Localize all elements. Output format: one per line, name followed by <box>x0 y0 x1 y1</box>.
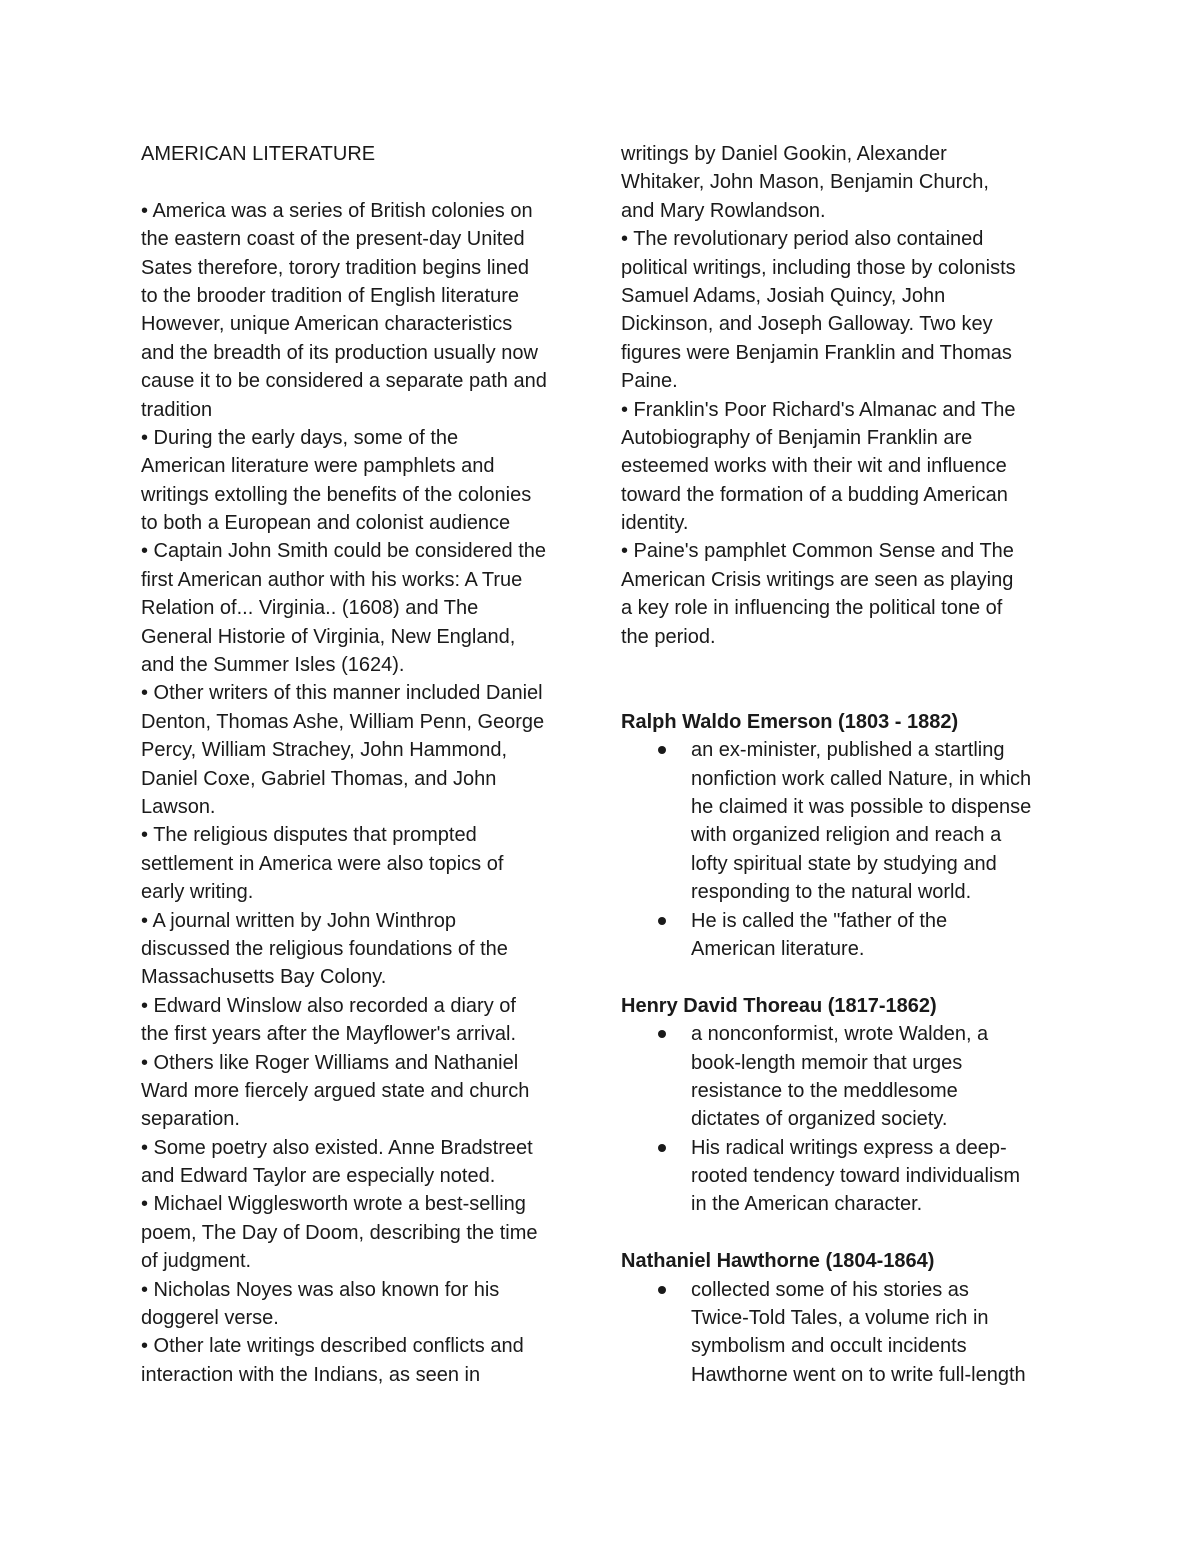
bullet-icon <box>658 1030 666 1038</box>
text-line: and Edward Taylor are especially noted. <box>141 1165 496 1188</box>
text-line: Whitaker, John Mason, Benjamin Church, <box>621 171 989 194</box>
text-line: Sates therefore, torory tradition begins lined <box>141 256 529 279</box>
bullet-icon <box>658 1286 666 1294</box>
bullet-icon <box>658 917 666 925</box>
spacer <box>621 679 1066 707</box>
text-line: early writing. <box>141 881 254 904</box>
text-line: Massachusetts Bay Colony. <box>141 966 387 989</box>
text-line: collected some of his stories as <box>691 1278 969 1301</box>
text-line: resistance to the meddlesome <box>691 1079 958 1102</box>
section-heading: Ralph Waldo Emerson (1803 - 1882) <box>621 710 959 733</box>
text-line: and the breadth of its production usually now <box>141 341 538 364</box>
text-line: Relation of... Virginia.. (1608) and The <box>141 597 479 620</box>
text-line: an ex-minister, published a startling <box>691 739 1005 762</box>
text-line: Dickinson, and Joseph Galloway. Two key <box>621 313 993 336</box>
text-line: a nonconformist, wrote Walden, a <box>691 1023 989 1046</box>
text-line: of judgment. <box>141 1250 252 1273</box>
text-line: poem, The Day of Doom, describing the time <box>141 1221 538 1244</box>
text-line: symbolism and occult incidents <box>691 1335 967 1358</box>
text-line: writings extolling the benefits of the colonies <box>141 483 532 506</box>
bullet-item <box>621 736 1066 906</box>
text-line: separation. <box>141 1108 240 1131</box>
text-line: he claimed it was possible to dispense <box>691 795 1032 818</box>
text-line: to the brooder tradition of English literature <box>141 284 519 307</box>
text-line: Lawson. <box>141 795 216 818</box>
text-line: • The revolutionary period also contained <box>621 228 984 251</box>
text-line: figures were Benjamin Franklin and Thomas <box>621 341 1012 364</box>
text-line: doggerel verse. <box>141 1307 279 1330</box>
text-line: Denton, Thomas Ashe, William Penn, George <box>141 710 545 733</box>
text-line: the period. <box>621 625 716 648</box>
text-line: first American author with his works: A True <box>141 568 523 591</box>
text-line: lofty spiritual state by studying and <box>691 852 997 875</box>
text-line: to both a European and colonist audience <box>141 512 511 535</box>
text-line: • The religious disputes that prompted <box>141 824 477 847</box>
text-line: • During the early days, some of the <box>141 426 459 449</box>
text-line: His radical writings express a deep- <box>691 1136 1007 1159</box>
text-line: Hawthorne went on to write full-length <box>691 1363 1026 1386</box>
text-line: responding to the natural world. <box>691 881 972 904</box>
bullet-item <box>621 907 1066 964</box>
text-line: However, unique American characteristics <box>141 313 513 336</box>
text-line: • Other writers of this manner included Daniel <box>141 682 543 705</box>
text-line: Samuel Adams, Josiah Quincy, John <box>621 284 946 307</box>
text-line: the first years after the Mayflower's arrival. <box>141 1023 517 1046</box>
text-line: • Others like Roger Williams and Nathaniel <box>141 1051 519 1074</box>
text-line: in the American character. <box>691 1193 923 1216</box>
text-line: book-length memoir that urges <box>691 1051 963 1074</box>
text-line: with organized religion and reach a <box>691 824 1002 847</box>
text-line: toward the formation of a budding American <box>621 483 1008 506</box>
text-line: • Other late writings described conflicts and <box>141 1335 524 1358</box>
spacer <box>141 168 586 196</box>
document-title: AMERICAN LITERATURE <box>141 143 376 165</box>
text-line: nonfiction work called Nature, in which <box>691 767 1032 790</box>
text-line: Percy, William Strachey, John Hammond, <box>141 739 508 762</box>
text-line: discussed the religious foundations of the <box>141 937 508 960</box>
text-line: and Mary Rowlandson. <box>621 199 826 222</box>
text-line: the eastern coast of the present-day United <box>141 228 525 251</box>
text-line: political writings, including those by colonists <box>621 256 1016 279</box>
section-heading: Nathaniel Hawthorne (1804-1864) <box>621 1250 935 1273</box>
section-hawthorne <box>621 1247 1066 1389</box>
text-line: • Edward Winslow also recorded a diary of <box>141 994 516 1017</box>
text-line: esteemed works with their wit and influence <box>621 455 1007 478</box>
text-line: Ward more fiercely argued state and church <box>141 1079 530 1102</box>
section-thoreau <box>621 992 1066 1219</box>
left-body <box>141 197 586 1389</box>
bullet-icon <box>658 746 666 754</box>
right-column <box>621 140 1066 1389</box>
text-line: Paine. <box>621 370 678 393</box>
text-line: • Some poetry also existed. Anne Bradstreet <box>141 1136 533 1159</box>
text-line: • America was a series of British colonies on <box>141 199 533 222</box>
text-line: rooted tendency toward individualism <box>691 1165 1021 1188</box>
bullet-icon <box>658 1144 666 1152</box>
text-line: • Paine's pamphlet Common Sense and The <box>621 540 1014 563</box>
spacer <box>621 963 1066 991</box>
text-line: • Franklin's Poor Richard's Almanac and The <box>621 398 1016 421</box>
text-line: American Crisis writings are seen as playing <box>621 568 1014 591</box>
section-emerson <box>621 708 1066 964</box>
text-line: General Historie of Virginia, New England, <box>141 625 516 648</box>
right-intro <box>621 140 1066 651</box>
spacer <box>621 651 1066 679</box>
text-line: • A journal written by John Winthrop <box>141 909 456 932</box>
text-line: • Nicholas Noyes was also known for his <box>141 1278 500 1301</box>
text-line: Twice-Told Tales, a volume rich in <box>691 1307 989 1330</box>
spacer <box>621 1219 1066 1247</box>
text-line: a key role in influencing the political tone of <box>621 597 1003 620</box>
text-line: American literature. <box>691 937 865 960</box>
text-line: writings by Daniel Gookin, Alexander <box>621 143 947 165</box>
text-line: settlement in America were also topics of <box>141 852 504 875</box>
text-line: cause it to be considered a separate path and <box>141 370 547 393</box>
section-heading: Henry David Thoreau (1817-1862) <box>621 994 937 1017</box>
text-line: and the Summer Isles (1624). <box>141 654 405 677</box>
bullet-item <box>621 1134 1066 1219</box>
bullet-item <box>621 1020 1066 1134</box>
text-line: interaction with the Indians, as seen in <box>141 1363 481 1386</box>
text-line: tradition <box>141 398 213 421</box>
text-line: identity. <box>621 512 689 535</box>
text-line: American literature were pamphlets and <box>141 455 495 478</box>
text-line: Autobiography of Benjamin Franklin are <box>621 426 973 449</box>
text-line: He is called the "father of the <box>691 909 948 932</box>
left-column <box>141 140 586 1389</box>
bullet-item <box>621 1276 1066 1390</box>
text-line: Daniel Coxe, Gabriel Thomas, and John <box>141 767 497 790</box>
text-line: • Michael Wigglesworth wrote a best-selling <box>141 1193 526 1216</box>
text-line: dictates of organized society. <box>691 1108 948 1131</box>
text-line: • Captain John Smith could be considered the <box>141 540 547 563</box>
